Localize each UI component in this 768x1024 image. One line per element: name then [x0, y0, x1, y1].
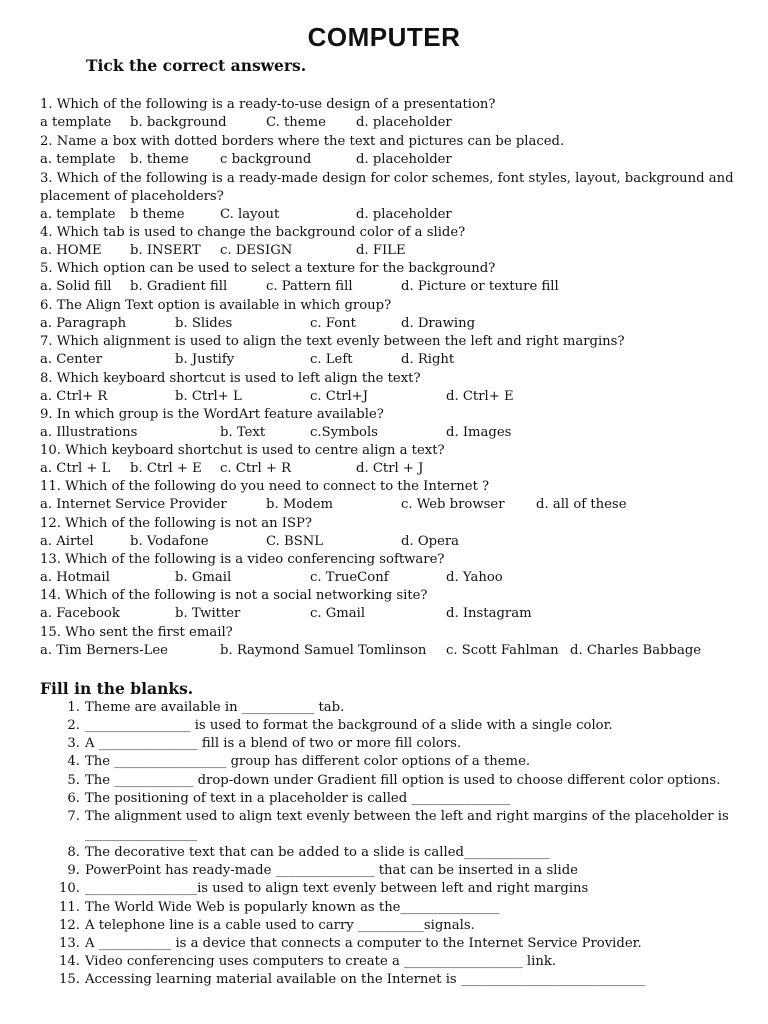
fill-heading: Fill in the blanks.: [40, 679, 194, 698]
answer-option[interactable]: c. Gmail: [310, 606, 366, 621]
fill-blank: _________________: [85, 827, 198, 842]
fill-number: 7.: [67, 809, 80, 824]
fill-text: A ___________ is a device that connects a computer to the Internet Service Provider.: [85, 936, 642, 951]
answer-option[interactable]: b. Slides: [175, 316, 233, 331]
question-text: 7. Which alignment is used to align the text evenly between the left and right margins?: [40, 334, 625, 349]
answer-option[interactable]: b. Twitter: [175, 606, 241, 621]
answer-option[interactable]: b. Raymond Samuel Tomlinson: [220, 643, 427, 658]
page-title: COMPUTER: [307, 22, 461, 52]
answer-option[interactable]: a. Paragraph: [40, 316, 127, 331]
fill-text: The positioning of text in a placeholder is called _______________: [85, 791, 511, 806]
answer-option[interactable]: d. Yahoo: [446, 570, 503, 585]
fill-number: 15.: [59, 972, 80, 987]
answer-option[interactable]: c background: [220, 152, 312, 167]
answer-option[interactable]: a. Ctrl + L: [40, 461, 111, 476]
answer-option[interactable]: b. background: [130, 115, 227, 130]
fill-text: The World Wide Web is popularly known as the_______________: [85, 900, 500, 915]
answer-option[interactable]: b. Text: [220, 425, 266, 440]
answer-option[interactable]: d. Images: [446, 425, 512, 440]
answer-option[interactable]: a. Hotmail: [40, 570, 110, 585]
answer-option[interactable]: a. Facebook: [40, 606, 120, 621]
answer-option[interactable]: b. Gmail: [175, 570, 232, 585]
question-text: 11. Which of the following do you need to connect to the Internet ?: [40, 479, 490, 494]
answer-option[interactable]: a. template: [40, 152, 116, 167]
answer-option[interactable]: b. Ctrl+ L: [175, 389, 242, 404]
fill-text: _________________is used to align text evenly between left and right margins: [85, 881, 589, 896]
answer-option[interactable]: d. Charles Babbage: [570, 643, 702, 658]
answer-option[interactable]: c. Font: [310, 316, 356, 331]
answer-option[interactable]: c. DESIGN: [220, 243, 293, 258]
fill-text: The alignment used to align text evenly between the left and right margins of the placeholder is: [85, 809, 729, 824]
fill-number: 14.: [59, 954, 80, 969]
fill-text: A _______________ fill is a blend of two or more fill colors.: [85, 736, 462, 751]
fill-number: 11.: [59, 900, 80, 915]
question-text: 9. In which group is the WordArt feature available?: [40, 407, 384, 422]
fill-text: Video conferencing uses computers to create a __________________ link.: [85, 954, 557, 969]
question-text: 8. Which keyboard shortcut is used to left align the text?: [40, 371, 421, 386]
fill-text: The _________________ group has different color options of a theme.: [85, 754, 531, 769]
fill-text: A telephone line is a cable used to carry __________signals.: [85, 918, 475, 933]
answer-option[interactable]: d. Ctrl + J: [356, 461, 424, 476]
question-text: 6. The Align Text option is available in which group?: [40, 298, 392, 313]
answer-option[interactable]: c. Ctrl + R: [220, 461, 292, 476]
fill-text: Theme are available in ___________ tab.: [85, 700, 345, 715]
answer-option[interactable]: b. Gradient fill: [130, 279, 228, 294]
answer-option[interactable]: b. Modem: [266, 497, 334, 512]
answer-option[interactable]: c. Web browser: [401, 497, 505, 512]
answer-option[interactable]: d. Opera: [401, 534, 460, 549]
fill-number: 10.: [59, 881, 80, 896]
answer-option[interactable]: b. Justify: [175, 352, 235, 367]
question-text: 15. Who sent the first email?: [40, 625, 233, 640]
answer-option[interactable]: c.Symbols: [310, 425, 378, 440]
answer-option[interactable]: C. BSNL: [266, 534, 324, 549]
answer-option[interactable]: c. Ctrl+J: [310, 389, 369, 404]
answer-option[interactable]: d. placeholder: [356, 152, 452, 167]
question-text: 4. Which tab is used to change the background color of a slide?: [40, 225, 466, 240]
fill-number: 12.: [59, 918, 80, 933]
answer-option[interactable]: a. Internet Service Provider: [40, 497, 227, 512]
answer-option[interactable]: d. FILE: [356, 243, 406, 258]
question-text: 12. Which of the following is not an ISP?: [40, 516, 312, 531]
fill-number: 3.: [67, 736, 80, 751]
answer-option[interactable]: a. template: [40, 207, 116, 222]
answer-option[interactable]: a. Illustrations: [40, 425, 138, 440]
fill-number: 6.: [67, 791, 80, 806]
answer-option[interactable]: a template: [40, 115, 112, 130]
fill-number: 8.: [67, 845, 80, 860]
answer-option[interactable]: a. Tim Berners-Lee: [40, 643, 168, 658]
answer-option[interactable]: d. Drawing: [401, 316, 476, 331]
fill-text: The ____________ drop-down under Gradient fill option is used to choose different color options.: [85, 773, 721, 788]
answer-option[interactable]: c. Pattern fill: [266, 279, 353, 294]
answer-option[interactable]: d. all of these: [536, 497, 627, 512]
fill-text: PowerPoint has ready-made _______________ that can be inserted in a slide: [85, 863, 578, 878]
answer-option[interactable]: b. theme: [130, 152, 189, 167]
answer-option[interactable]: d. placeholder: [356, 207, 452, 222]
answer-option[interactable]: c. Left: [310, 352, 353, 367]
answer-option[interactable]: d. placeholder: [356, 115, 452, 130]
answer-option[interactable]: d. Instagram: [446, 606, 532, 621]
question-text: 2. Name a box with dotted borders where the text and pictures can be placed.: [40, 134, 565, 149]
answer-option[interactable]: C. layout: [220, 207, 280, 222]
answer-option[interactable]: C. theme: [266, 115, 326, 130]
answer-option[interactable]: a. Center: [40, 352, 103, 367]
answer-option[interactable]: d. Picture or texture fill: [401, 279, 559, 294]
answer-option[interactable]: b theme: [130, 207, 185, 222]
question-text-continued: placement of placeholders?: [40, 189, 224, 204]
question-text: 13. Which of the following is a video conferencing software?: [40, 552, 445, 567]
question-text: 1. Which of the following is a ready-to-use design of a presentation?: [40, 97, 496, 112]
fill-text: ________________ is used to format the background of a slide with a single color.: [85, 718, 613, 733]
answer-option[interactable]: c. Scott Fahlman: [446, 643, 559, 658]
answer-option[interactable]: a. Ctrl+ R: [40, 389, 108, 404]
fill-text: The decorative text that can be added to a slide is called_____________: [85, 845, 550, 860]
question-text: 14. Which of the following is not a social networking site?: [40, 588, 428, 603]
answer-option[interactable]: b. Vodafone: [130, 534, 209, 549]
fill-number: 13.: [59, 936, 80, 951]
answer-option[interactable]: b. Ctrl + E: [130, 461, 202, 476]
question-text: 5. Which option can be used to select a texture for the background?: [40, 261, 496, 276]
question-text: 3. Which of the following is a ready-made design for color schemes, font styles, layout, background and: [40, 171, 734, 186]
answer-option[interactable]: a. HOME: [40, 243, 102, 258]
answer-option[interactable]: d. Ctrl+ E: [446, 389, 514, 404]
answer-option[interactable]: b. INSERT: [130, 243, 201, 258]
answer-option[interactable]: a. Airtel: [40, 534, 94, 549]
answer-option[interactable]: a. Solid fill: [40, 279, 112, 294]
fill-number: 9.: [67, 863, 80, 878]
mcq-heading: Tick the correct answers.: [86, 56, 307, 75]
fill-number: 5.: [67, 773, 80, 788]
answer-option[interactable]: c. TrueConf: [310, 570, 389, 585]
fill-number: 1.: [67, 700, 80, 715]
fill-number: 2.: [67, 718, 80, 733]
fill-text: Accessing learning material available on the Internet is ____________________________: [85, 972, 646, 987]
fill-number: 4.: [67, 754, 80, 769]
question-text: 10. Which keyboard shortchut is used to centre align a text?: [40, 443, 445, 458]
answer-option[interactable]: d. Right: [401, 352, 455, 367]
